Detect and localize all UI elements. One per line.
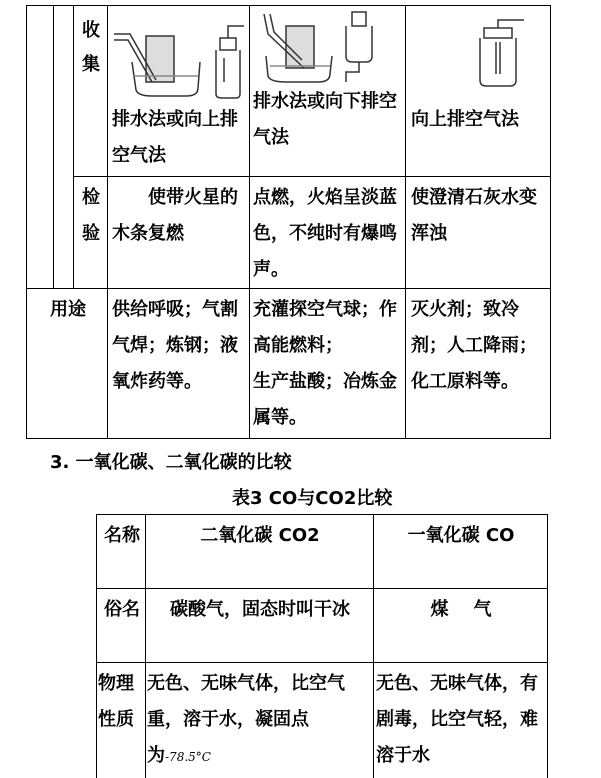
border-row-collect-bottom (73, 176, 551, 177)
b-border-top (96, 514, 548, 515)
use-col2a: 充灌探空气球；作高能燃料； (253, 299, 397, 356)
test-col1: 使带火星的木条复燃 (112, 187, 238, 244)
test-col2: 点燃，火焰呈淡蓝色，不纯时有爆鸣声。 (253, 187, 397, 280)
section-heading: 3. 一氧化碳、二氧化碳的比较 (50, 452, 292, 473)
border-right (550, 5, 551, 438)
phys-label: 物理性质 (98, 673, 134, 730)
b-border-label (145, 514, 146, 778)
co-common: 煤 气 (430, 599, 492, 620)
co2-freeze-point: -78.5°C (165, 750, 211, 764)
co-header: 一氧化碳 CO (407, 525, 515, 546)
collect-col2: 排水法或向下排空气法 (253, 91, 397, 148)
use-col1: 供给呼吸；气割气焊；炼钢；液氧炸药等。 (112, 299, 238, 392)
name-label: 名称 (104, 525, 140, 546)
border-col3-left (405, 5, 406, 438)
b-border-right (547, 514, 548, 778)
test-col3: 使澄清石灰水变浑浊 (411, 187, 537, 244)
collect-label: 收集 (82, 20, 100, 75)
table-title-text: 表3 CO与CO2比较 (232, 488, 393, 509)
border-col2-left (249, 5, 250, 438)
use-col2b: 生产盐酸；冶炼金属等。 (253, 371, 397, 428)
collect-col3: 向上排空气法 (411, 109, 519, 130)
downward-air-apparatus-icon (256, 10, 396, 90)
co2-phys-text: 无色、无味气体，比空气重，溶于水，凝固点为 (147, 673, 345, 766)
water-displacement-apparatus-icon (112, 22, 246, 102)
border-left-outer (26, 5, 27, 438)
b-border-row2 (96, 662, 548, 663)
use-col3: 灭火剂；致冷剂；人工降雨；化工原料等。 (411, 299, 537, 392)
upward-air-apparatus-icon (470, 16, 530, 88)
common-label: 俗名 (104, 599, 140, 620)
border-top (26, 5, 551, 6)
border-left-inner (53, 5, 54, 288)
border-row-test-bottom (26, 288, 551, 289)
border-bottom (26, 438, 551, 439)
co2-common: 碳酸气，固态时叫干冰 (170, 599, 350, 620)
co-phys: 无色、无味气体，有剧毒，比空气轻，难溶于水 (376, 673, 538, 766)
border-col1-left (107, 5, 108, 438)
use-label: 用途 (50, 299, 86, 320)
b-border-left (96, 514, 97, 778)
b-border-row1 (96, 588, 548, 589)
b-border-mid (373, 514, 374, 778)
co2-phys (147, 666, 371, 775)
border-label-left (73, 5, 74, 288)
test-label: 检验 (82, 187, 100, 244)
co2-header: 二氧化碳 CO2 (200, 525, 320, 546)
table-title (232, 484, 392, 510)
collect-col1: 排水法或向上排空气法 (112, 109, 238, 166)
